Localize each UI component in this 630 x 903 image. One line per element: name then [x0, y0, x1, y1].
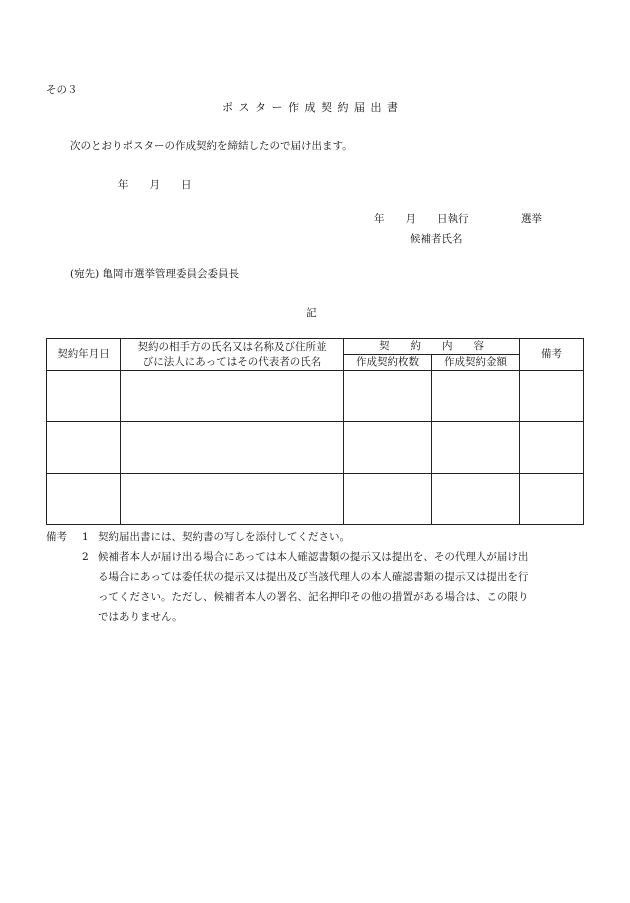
intro-text: 次のとおりポスターの作成契約を締結したので届け出ます。: [70, 140, 353, 152]
header-contract-date: 契約年月日: [47, 339, 121, 371]
header-contract-party: [121, 339, 344, 371]
header-contract-content: 契 約 内 容: [344, 339, 520, 355]
table-row: [47, 422, 584, 474]
cell-amount: [432, 422, 520, 474]
cell-count: [344, 474, 432, 525]
note-2-line-1: 候補者本人が届け出る場合にあっては本人確認書類の提示又は提出を、その代理人が届け出: [98, 551, 529, 563]
header-contract-count: 作成契約枚数: [344, 355, 432, 371]
header-party-line1: 契約の相手方の氏名又は名称及び住所並: [137, 341, 327, 354]
notes-label: 備考: [46, 531, 67, 543]
header-remarks: 備考: [520, 339, 584, 371]
header-contract-amount: 作成契約金額: [432, 355, 520, 371]
note-1-number: 1: [82, 531, 89, 543]
form-number: その３: [46, 84, 78, 96]
note-1-text: 契約届出書には、契約書の写しを添付してください。: [98, 531, 350, 543]
note-2-line-2: る場合にあっては委任状の提示又は提出及び当該代理人の本人確認書類の提示又は提出を行: [98, 571, 529, 583]
note-2: [46, 547, 586, 567]
cell-count: [344, 422, 432, 474]
note-2-line-4: ではありません。: [98, 611, 183, 623]
election-line: 年 月 日執行 選挙: [374, 213, 542, 225]
cell-remarks: [520, 371, 584, 422]
addressee: (宛先) 亀岡市選挙管理委員会委員長: [70, 268, 240, 280]
cell-count: [344, 371, 432, 422]
cell-date: [47, 474, 121, 525]
ki-heading: 記: [306, 307, 317, 319]
note-1: [46, 527, 586, 547]
cell-party: [121, 474, 344, 525]
date-line: 年 月 日: [118, 179, 192, 191]
cell-amount: [432, 474, 520, 525]
note-2-line-3: ってください。ただし、候補者本人の署名、記名押印その他の措置がある場合は、この限り: [98, 591, 529, 603]
notes-section: [46, 527, 586, 627]
cell-date: [47, 371, 121, 422]
candidate-name-label: 候補者氏名: [410, 233, 463, 245]
cell-party: [121, 371, 344, 422]
cell-remarks: [520, 422, 584, 474]
page-title: ポ ス タ ー 作 成 契 約 届 出 書: [222, 101, 399, 114]
contract-table: [46, 338, 584, 525]
cell-remarks: [520, 474, 584, 525]
cell-date: [47, 422, 121, 474]
cell-amount: [432, 371, 520, 422]
note-2-number: 2: [82, 551, 89, 563]
table-row: [47, 474, 584, 525]
cell-party: [121, 422, 344, 474]
table-row: [47, 371, 584, 422]
header-party-line2: びに法人にあってはその代表者の氏名: [142, 355, 322, 368]
